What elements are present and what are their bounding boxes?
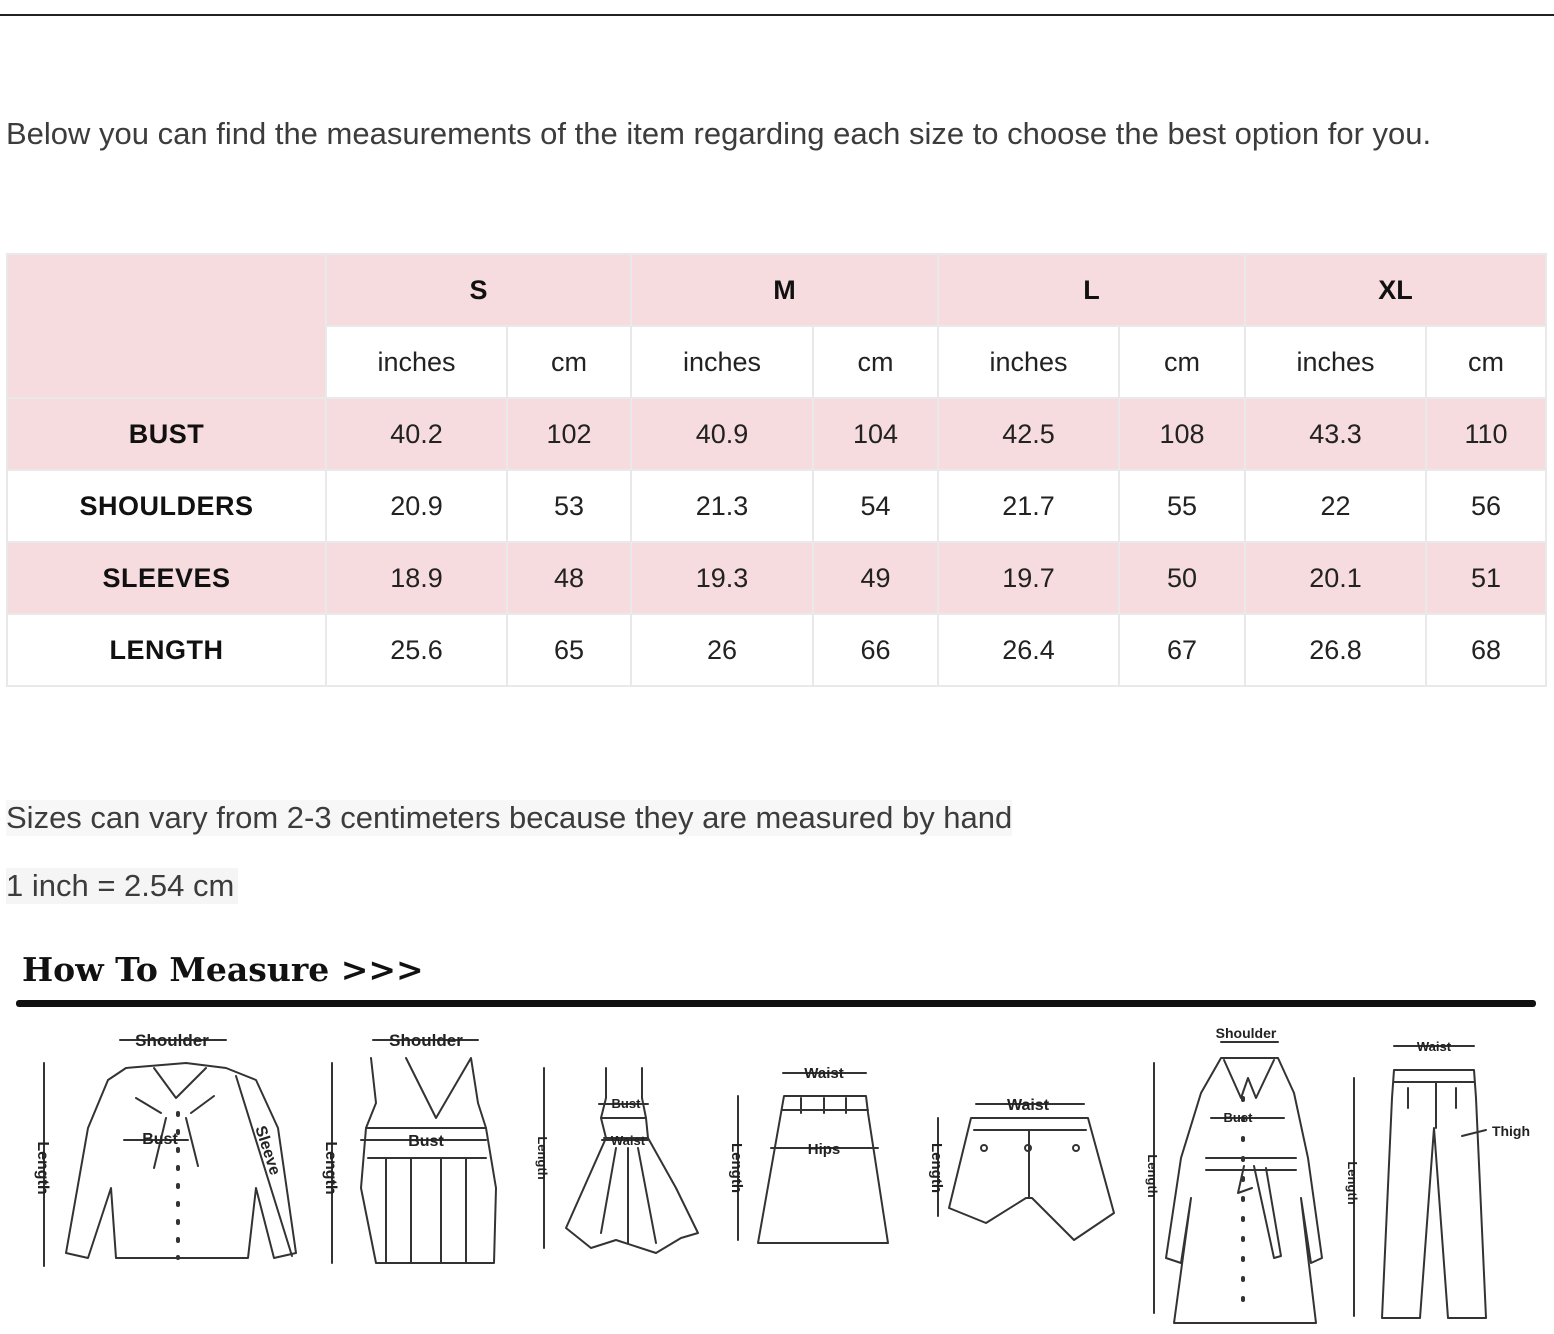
shoulder-label: Shoulder [389, 1031, 463, 1050]
hips-label: Hips [807, 1141, 841, 1158]
skirt-diagram [728, 1065, 888, 1243]
table-cell: 56 [1426, 470, 1546, 542]
size-header-m: M [631, 254, 938, 326]
table-row-shoulders [7, 470, 1546, 542]
table-row-length [7, 614, 1546, 686]
size-header-xl: XL [1245, 254, 1546, 326]
unit-conversion-note: 1 inch = 2.54 cm [6, 868, 238, 904]
table-cell: 50 [1119, 542, 1245, 614]
table-cell: 20.9 [326, 470, 507, 542]
bust-label: Bust [408, 1133, 444, 1150]
trousers-diagram [1345, 1039, 1530, 1318]
bust-label: Bust [1223, 1110, 1253, 1125]
table-cell: 68 [1426, 614, 1546, 686]
table-cell: 19.7 [938, 542, 1119, 614]
table-cell: 18.9 [326, 542, 507, 614]
row-label: SHOULDERS [7, 470, 326, 542]
length-label: Length [1145, 1154, 1160, 1198]
unit-header: inches [1245, 326, 1426, 398]
unit-header: cm [1119, 326, 1245, 398]
size-variation-note: Sizes can vary from 2-3 centimeters because they are measured by hand [6, 800, 1013, 835]
row-label: BUST [7, 398, 326, 470]
size-header-l: L [938, 254, 1245, 326]
table-cell: 43.3 [1245, 398, 1426, 470]
blouse-diagram [34, 1031, 296, 1266]
how-to-measure-illustration [16, 1018, 1540, 1328]
table-cell: 26 [631, 614, 813, 686]
table-cell: 40.9 [631, 398, 813, 470]
tank-top-diagram [322, 1031, 496, 1263]
bust-label: Bust [142, 1131, 178, 1148]
table-cell: 21.7 [938, 470, 1119, 542]
table-cell: 51 [1426, 542, 1546, 614]
unit-header: cm [813, 326, 938, 398]
length-label: Length [322, 1141, 339, 1195]
waist-label: Waist [1416, 1039, 1452, 1054]
length-label: Length [34, 1141, 51, 1195]
unit-header: inches [631, 326, 813, 398]
table-cell: 65 [507, 614, 631, 686]
shorts-diagram [928, 1097, 1114, 1240]
intro-text: Below you can find the measurements of the item regarding each size to choose the best option for you. [6, 116, 1432, 151]
table-cell: 19.3 [631, 542, 813, 614]
trench-coat-diagram [1145, 1025, 1322, 1323]
waist-label: Waist [610, 1133, 646, 1148]
unit-header: inches [326, 326, 507, 398]
table-cell: 108 [1119, 398, 1245, 470]
size-header-s: S [326, 254, 631, 326]
table-cell: 20.1 [1245, 542, 1426, 614]
thigh-label: Thigh [1491, 1123, 1531, 1139]
strap-dress-diagram [535, 1068, 698, 1253]
table-cell: 42.5 [938, 398, 1119, 470]
table-row-sleeves [7, 542, 1546, 614]
table-cell: 55 [1119, 470, 1245, 542]
sleeve-label: Sleeve [251, 1123, 284, 1178]
length-label: Length [928, 1143, 945, 1193]
table-cell: 26.8 [1245, 614, 1426, 686]
bust-label: Bust [611, 1096, 641, 1111]
length-label: Length [1345, 1161, 1360, 1205]
unit-header: inches [938, 326, 1119, 398]
shoulder-label: Shoulder [1215, 1025, 1277, 1041]
table-cell: 67 [1119, 614, 1245, 686]
table-cell: 110 [1426, 398, 1546, 470]
row-label: SLEEVES [7, 542, 326, 614]
table-cell: 26.4 [938, 614, 1119, 686]
length-label: Length [535, 1136, 550, 1180]
table-cell: 66 [813, 614, 938, 686]
table-cell: 25.6 [326, 614, 507, 686]
table-cell: 48 [507, 542, 631, 614]
size-chart-table [6, 253, 1547, 687]
size-header-row [7, 254, 1546, 326]
how-to-measure-divider [16, 1000, 1536, 1007]
table-cell: 104 [813, 398, 938, 470]
top-divider [0, 14, 1554, 16]
shoulder-label: Shoulder [135, 1031, 209, 1050]
unit-header: cm [1426, 326, 1546, 398]
table-cell: 22 [1245, 470, 1426, 542]
waist-label: Waist [1006, 1097, 1050, 1114]
waist-label: Waist [804, 1065, 844, 1082]
unit-header: cm [507, 326, 631, 398]
table-cell: 40.2 [326, 398, 507, 470]
corner-cell [7, 254, 326, 398]
table-row-bust [7, 398, 1546, 470]
table-cell: 53 [507, 470, 631, 542]
table-cell: 102 [507, 398, 631, 470]
row-label: LENGTH [7, 614, 326, 686]
table-cell: 49 [813, 542, 938, 614]
how-to-measure-title: How To Measure >>> [22, 950, 424, 989]
length-label: Length [728, 1143, 745, 1193]
table-cell: 21.3 [631, 470, 813, 542]
table-cell: 54 [813, 470, 938, 542]
